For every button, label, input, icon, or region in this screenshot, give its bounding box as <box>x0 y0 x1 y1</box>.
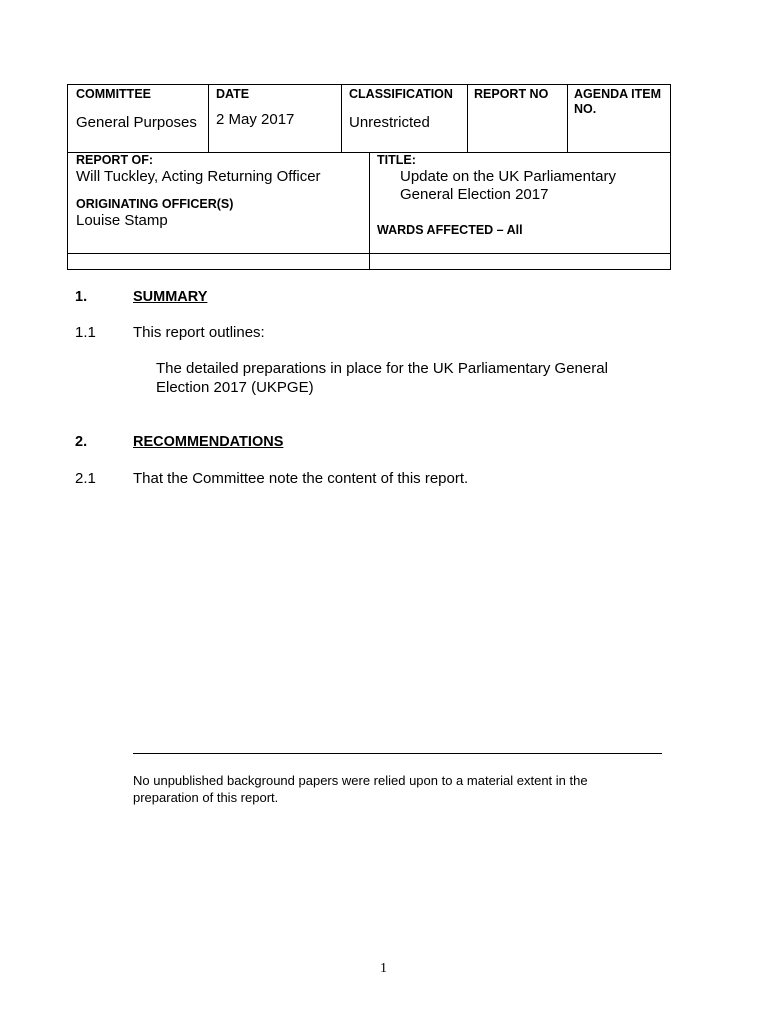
agenda-item-label: AGENDA ITEM NO. <box>574 87 662 116</box>
summary-detail: The detailed preparations in place for the UK Parliamentary General Election 2017 (UKPGE) <box>156 360 608 396</box>
report-title: Update on the UK Parliamentary General Election 2017 <box>400 168 616 203</box>
agenda-item-cell <box>574 87 668 117</box>
section-number: 1. <box>75 289 88 305</box>
report-header-table <box>67 84 671 270</box>
table-divider <box>467 85 468 152</box>
subsection-text: That the Committee note the content of this report. <box>133 470 469 487</box>
table-divider <box>567 85 568 152</box>
table-divider <box>369 152 370 269</box>
date-value: 2 May 2017 <box>216 111 295 128</box>
subsection-number: 1.1 <box>75 324 96 341</box>
originating-officer-label: ORIGINATING OFFICER(S) <box>76 197 234 211</box>
date-cell <box>216 87 340 129</box>
title-label: TITLE: <box>377 153 416 167</box>
title-cell <box>377 153 667 238</box>
footnote-separator <box>133 753 662 754</box>
report-no-label: REPORT NO <box>474 87 549 101</box>
classification-value: Unrestricted <box>349 114 430 131</box>
report-of-label: REPORT OF: <box>76 153 154 167</box>
report-no-cell <box>474 87 566 102</box>
committee-cell <box>76 87 206 132</box>
wards-affected: WARDS AFFECTED – All <box>377 223 523 237</box>
section-number: 2. <box>75 434 88 450</box>
committee-value: General Purposes <box>76 114 197 131</box>
date-label: DATE <box>216 87 250 101</box>
report-of-cell <box>76 153 366 230</box>
page-number: 1 <box>380 961 387 976</box>
subsection-number: 2.1 <box>75 470 96 487</box>
classification-cell <box>349 87 465 132</box>
committee-label: COMMITTEE <box>76 87 151 101</box>
section-title: SUMMARY <box>133 289 208 305</box>
report-of-value: Will Tuckley, Acting Returning Officer <box>76 168 321 185</box>
originating-officer-value: Louise Stamp <box>76 212 168 229</box>
footnote-text: No unpublished background papers were relied upon to a material extent in the preparation of this report. <box>133 773 588 805</box>
classification-label: CLASSIFICATION <box>349 87 453 101</box>
section-title: RECOMMENDATIONS <box>133 434 284 450</box>
table-divider <box>341 85 342 152</box>
table-divider <box>208 85 209 152</box>
subsection-text: This report outlines: <box>133 324 265 341</box>
